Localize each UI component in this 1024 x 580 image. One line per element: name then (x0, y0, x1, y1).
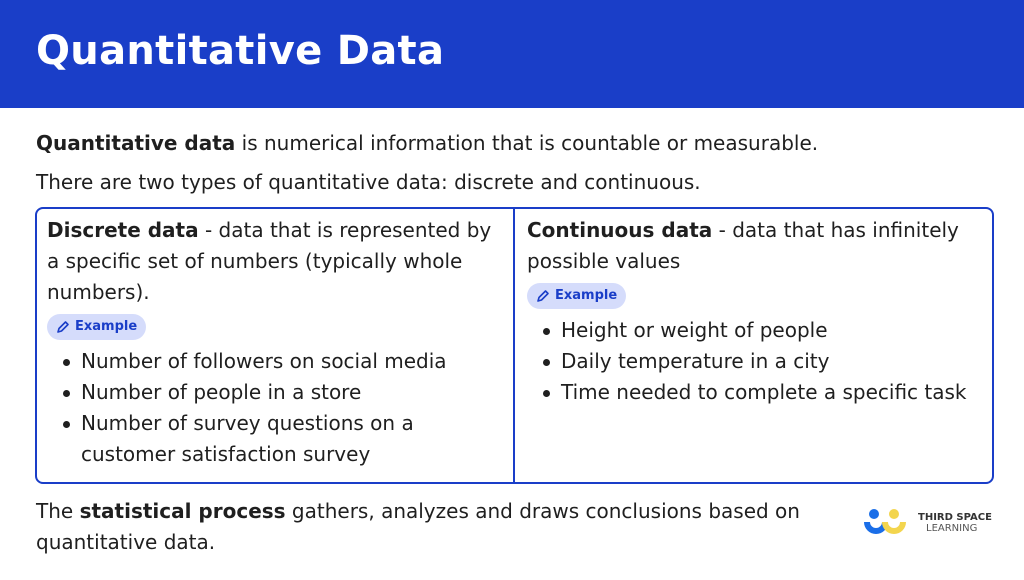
footer-text (36, 496, 836, 558)
logo-text (918, 512, 992, 534)
continuous-definition: - data that has infinitely possible values (527, 218, 959, 273)
list-item: Number of survey questions on a customer satisfaction survey (59, 408, 503, 470)
logo-line2: LEARNING (926, 523, 978, 534)
badge-label: Example (555, 288, 618, 303)
discrete-examples (59, 346, 503, 470)
pencil-icon (536, 289, 550, 303)
logo-icon (862, 508, 910, 538)
discrete-definition: - data that is represented by a specific set of numbers (typically whole numbers). (47, 218, 492, 304)
list-item: Number of followers on social media (59, 346, 503, 377)
page-title: Quantitative Data (36, 28, 445, 74)
types-table (35, 207, 994, 484)
intro-types: There are two types of quantitative data: discrete and continuous. (36, 170, 701, 194)
continuous-column (515, 209, 992, 482)
discrete-term: Discrete data (47, 218, 199, 242)
header (0, 0, 1024, 108)
text: The (36, 499, 80, 523)
list-item: Daily temperature in a city (539, 346, 982, 377)
discrete-column (37, 209, 515, 482)
list-item: Time needed to complete a specific task (539, 377, 982, 408)
intro-definition (36, 128, 818, 159)
third-space-learning-logo (862, 508, 992, 538)
pencil-icon (56, 320, 70, 334)
list-item: Number of people in a store (59, 377, 503, 408)
badge-label: Example (75, 319, 138, 334)
text: gathers, analyzes and draws conclusions based on quantitative data. (36, 499, 800, 554)
term: statistical process (79, 499, 286, 523)
term: Quantitative data (36, 131, 236, 155)
continuous-term: Continuous data (527, 218, 713, 242)
example-badge (47, 314, 146, 340)
continuous-examples (539, 315, 982, 408)
logo-line1: THIRD SPACE (918, 512, 992, 523)
list-item: Height or weight of people (539, 315, 982, 346)
definition: is numerical information that is countable or measurable. (235, 131, 819, 155)
example-badge (527, 283, 626, 309)
